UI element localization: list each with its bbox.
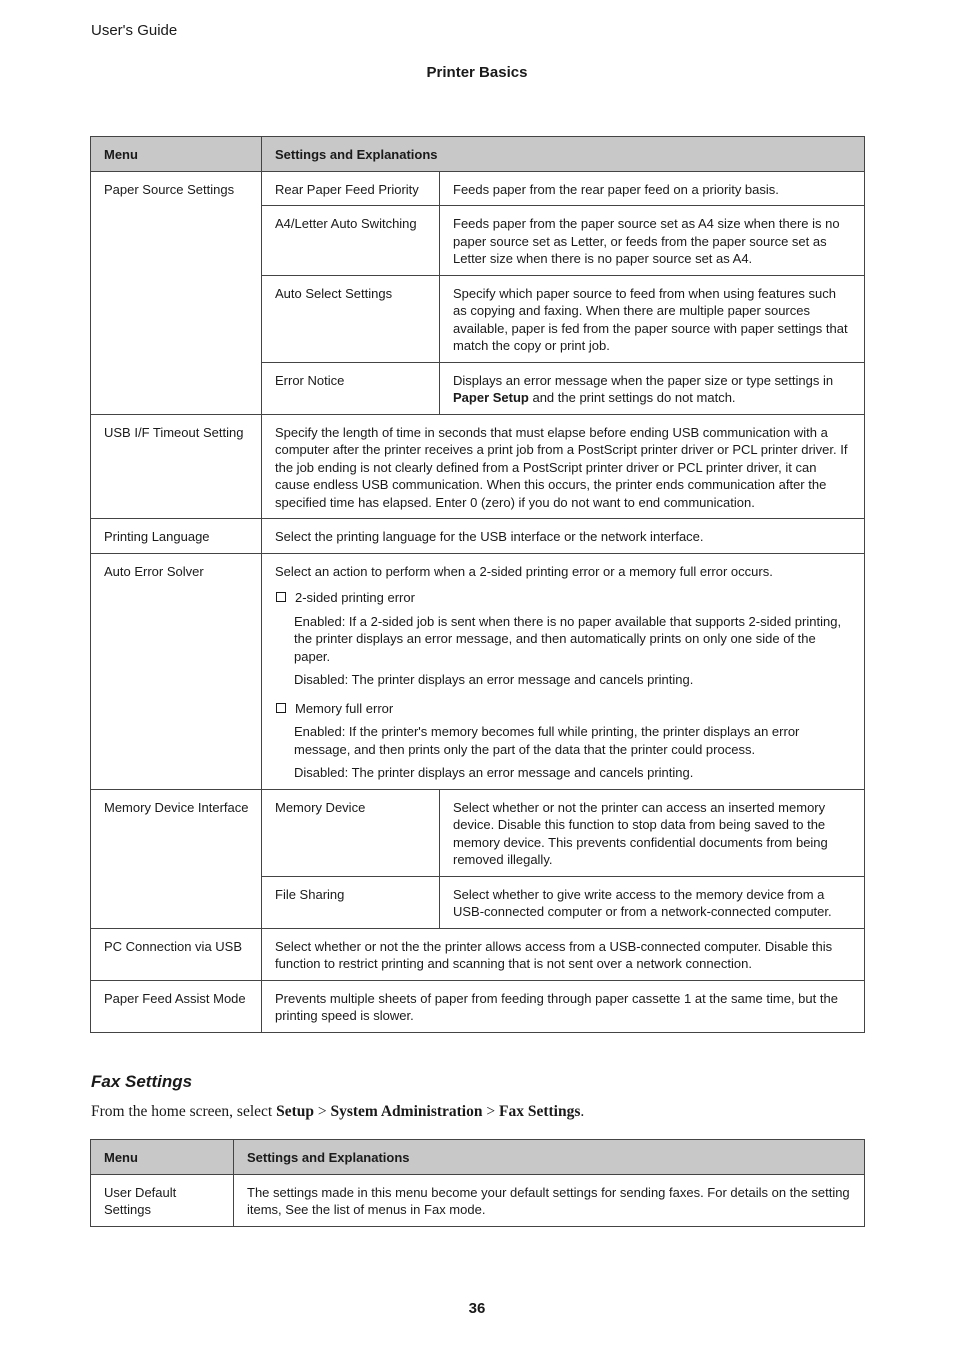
setting-a4-letter-auto-switching: A4/Letter Auto Switching [262, 206, 440, 276]
menu-user-default-settings: User Default Settings [91, 1174, 234, 1226]
table-row [91, 171, 865, 206]
bullet-label: 2-sided printing error [295, 590, 415, 605]
fax-settings-heading: Fax Settings [91, 1072, 193, 1091]
menu-path-system-administration: System Administration [330, 1103, 483, 1120]
explanation-printing-language: Select the printing language for the USB interface or the network interface. [262, 519, 865, 554]
option-enabled-text: Enabled: If the printer's memory becomes full while printing, the printer displays an error message, and then prints only the part of the data that the printer could process. [294, 724, 800, 757]
column-header-settings: Settings and Explanations [262, 137, 865, 172]
table-row [91, 414, 865, 519]
setting-auto-select-settings: Auto Select Settings [262, 275, 440, 362]
checkbox-bullet-icon [276, 592, 286, 602]
fax-settings-intro: From the home screen, select Setup > System Administration > Fax Settings. [91, 1103, 585, 1120]
menu-memory-device-interface: Memory Device Interface [91, 789, 262, 928]
explanation-auto-select: Specify which paper source to feed from when using features such as copying and faxing. When there are multiple paper sources available, paper is fed from the paper source with paper settings that match the copy or print job. [440, 275, 865, 362]
explanation-rear-paper-feed: Feeds paper from the rear paper feed on a priority basis. [440, 171, 865, 206]
option-disabled-text: Disabled: The printer displays an error message and cancels printing. [294, 765, 694, 780]
setting-memory-device: Memory Device [262, 789, 440, 876]
table-row [91, 553, 865, 789]
fax-settings-table [90, 1139, 865, 1227]
running-header: User's Guide [91, 22, 178, 39]
table-row [91, 980, 865, 1032]
setting-error-notice: Error Notice [262, 362, 440, 414]
table-row [91, 789, 865, 876]
checkbox-bullet-icon [276, 703, 286, 713]
menu-path-setup: Setup [276, 1103, 314, 1120]
option-disabled-text: Disabled: The printer displays an error message and cancels printing. [294, 672, 694, 687]
setting-rear-paper-feed-priority: Rear Paper Feed Priority [262, 171, 440, 206]
menu-paper-feed-assist-mode: Paper Feed Assist Mode [91, 980, 262, 1032]
menu-usb-timeout-setting: USB I/F Timeout Setting [91, 414, 262, 519]
auto-error-intro: Select an action to perform when a 2-sided printing error or a memory full error occurs. [275, 563, 773, 579]
bullet-item [275, 589, 852, 607]
explanation-user-default-settings: The settings made in this menu become your default settings for sending faxes. For details on the setting items, See the list of menus in Fax mode. [234, 1174, 865, 1226]
setting-file-sharing: File Sharing [262, 876, 440, 928]
table-header-row [91, 137, 865, 172]
bullet-label: Memory full error [295, 700, 394, 716]
column-header-menu: Menu [91, 137, 262, 172]
option-enabled-text: Enabled: If a 2-sided job is sent when there is no paper available that supports 2-sided printing, the printer displays an error message, and then automatically prints on only one side of the paper. [294, 613, 842, 664]
explanation-auto-error-solver [262, 553, 865, 789]
explanation-file-sharing: Select whether to give write access to the memory device from a USB-connected computer or from a network-connected computer. [440, 876, 865, 928]
explanation-error-notice: Displays an error message when the paper size or type settings in Paper Setup and the print settings do not match. [440, 362, 865, 414]
table-row [91, 928, 865, 980]
table-row [91, 519, 865, 554]
system-admin-settings-table [90, 136, 865, 1033]
table-header-row [91, 1140, 865, 1175]
section-title: Printer Basics [426, 64, 528, 81]
column-header-menu: Menu [91, 1140, 234, 1175]
explanation-pc-connection: Select whether or not the the printer allows access from a USB-connected computer. Disable this function to restrict printing and scanning that is not sent over a network connection. [262, 928, 865, 980]
explanation-usb-timeout: Specify the length of time in seconds that must elapse before ending USB communication with a computer after the printer receives a print job from a PostScript printer driver or PCL printer driver. If the job ending is not clearly defined from a PostScript printer driver or PCL printer driver, it can cause endless USB communication. When this occurs, the printer ends communication after the specified time has elapsed. Enter 0 (zero) if you do not want to end communication. [262, 414, 865, 519]
bullet-item [275, 700, 852, 718]
explanation-paper-feed-assist: Prevents multiple sheets of paper from feeding through paper cassette 1 at the same time, but the printing speed is slower. [262, 980, 865, 1032]
menu-auto-error-solver: Auto Error Solver [91, 553, 262, 789]
table-row [91, 1174, 865, 1226]
menu-pc-connection-via-usb: PC Connection via USB [91, 928, 262, 980]
column-header-settings: Settings and Explanations [234, 1140, 865, 1175]
menu-paper-source-settings: Paper Source Settings [91, 171, 262, 414]
menu-path-fax-settings: Fax Settings [498, 1103, 581, 1120]
explanation-a4-letter: Feeds paper from the paper source set as A4 size when there is no paper source set as Letter, or feeds from the paper source set as Letter size when there is no paper source set as A4. [440, 206, 865, 276]
page-number: 36 [468, 1300, 486, 1317]
explanation-memory-device: Select whether or not the printer can access an inserted memory device. Disable this function to stop data from being saved to the memory device. This prevents confidential documents from being removed illegally. [440, 789, 865, 876]
bold-term-paper-setup: Paper Setup [453, 390, 529, 405]
menu-printing-language: Printing Language [91, 519, 262, 554]
